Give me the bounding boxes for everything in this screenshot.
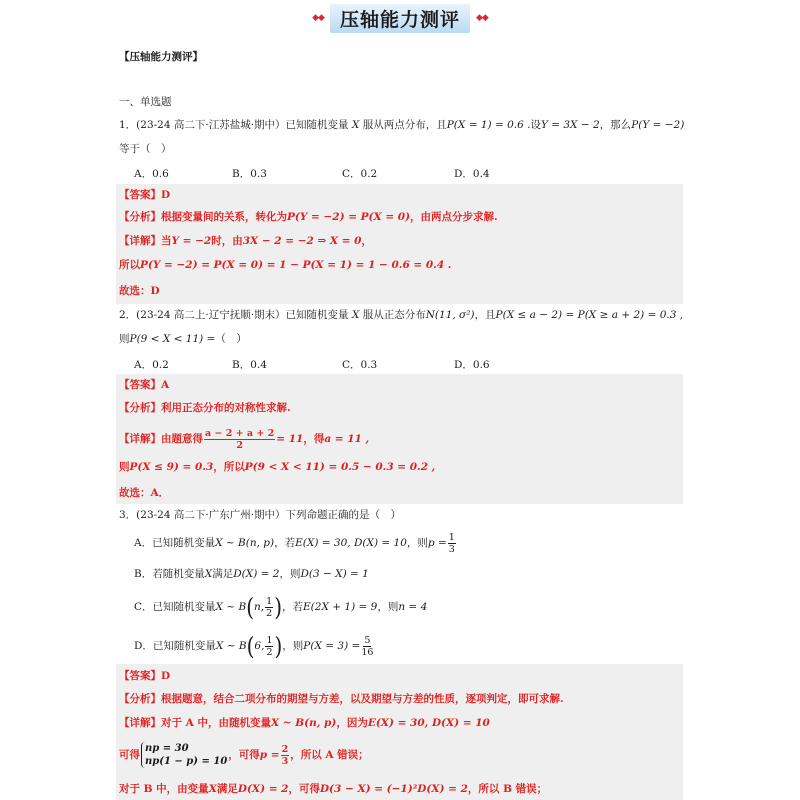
q3-detail-system: 可得 np = 30 np(1 − p) = 10 ，可得p = $\frac{2}{3}$ ，所以 A 错误；: [119, 743, 369, 767]
q1-detail-step: 所以P(Y = −2) = P(X = 0) = 1 − P(X = 1) = 1 − 0.6 = 0.4 .: [119, 259, 452, 271]
q2-answer: 【答案】A: [119, 379, 170, 391]
q3-stem: 3．(23-24 高二下·广东广州·期中）下列命题正确的是（ ）: [119, 509, 402, 521]
q2-conclusion: 故选：A．: [119, 487, 170, 499]
q3-solution-panel: [116, 664, 683, 800]
section-heading: 一、单选题: [119, 96, 172, 108]
diamond-deco-icon: ◆◆: [312, 13, 324, 23]
q2-stem-line2: 则P(9 < X < 11) =（ ）: [119, 333, 247, 345]
q3-answer: 【答案】D: [119, 670, 171, 682]
q2-stem: 2．(23-24 高二上·辽宁抚顺·期末）已知随机变量 X 服从正态分布N(11, σ²)，且P(X ≤ a − 2) = P(X ≥ a + 2) = 0.3 ,: [119, 309, 684, 321]
q2-detail: 【详解】由题意得 $\frac{a - 2 + a + 2}{2}$ = 11，得a = 11 ,: [119, 427, 370, 451]
q1-analysis: 【分析】根据变量间的关系，转化为P(Y = −2) = P(X = 0)，由两点分步求解.: [119, 211, 498, 223]
q1-option-b[interactable]: B．0.3: [232, 168, 267, 180]
q2-analysis: 【分析】利用正态分布的对称性求解.: [119, 402, 291, 414]
section-tag: 【压轴能力测评】: [119, 51, 203, 63]
q2-option-b[interactable]: B．0.4: [232, 359, 267, 371]
q3-option-c[interactable]: C．已知随机变量X ~ B(n, $\frac{1}{2}$ )，若E(2X + 1) = 9，则n = 4: [134, 592, 428, 622]
diamond-deco-icon: ◆◆: [476, 13, 488, 23]
q3-option-b[interactable]: B．若随机变量X满足D(X) = 2，则D(3 − X) = 1: [134, 568, 369, 580]
q1-option-d[interactable]: D．0.4: [454, 168, 490, 180]
q3-detail-b: 对于 B 中，由变量X满足D(X) = 2，可得D(3 − X) = (−1)²D(X) = 2，所以 B 错误；: [119, 783, 548, 795]
q1-answer: 【答案】D: [119, 189, 171, 201]
q3-option-d[interactable]: D．已知随机变量X ~ B(6, $\frac{1}{2}$ )，则P(X = 3) = $\frac{5}{16}$: [134, 631, 374, 661]
q1-conclusion: 故选：D: [119, 285, 160, 297]
q1-option-a[interactable]: A．0.6: [134, 168, 169, 180]
q2-option-a[interactable]: A．0.2: [134, 359, 169, 371]
page-banner: [0, 6, 800, 30]
q3-option-a[interactable]: A．已知随机变量X ~ B(n, p)，若E(X) = 30, D(X) = 10，则p = $\frac{1}{3}$: [134, 531, 455, 555]
banner-title: 压轴能力测评: [330, 4, 470, 33]
q3-analysis: 【分析】根据题意，结合二项分布的期望与方差，以及期望与方差的性质，逐项判定，即可求解.: [119, 693, 564, 705]
q2-option-c[interactable]: C．0.3: [342, 359, 378, 371]
q2-detail-step: 则P(X ≤ 9) = 0.3，所以P(9 < X < 11) = 0.5 − 0.3 = 0.2 ,: [119, 461, 436, 473]
q1-option-c[interactable]: C．0.2: [342, 168, 378, 180]
q1-stem: 1．(23-24 高二下·江苏盐城·期中）已知随机变量 X 服从两点分布，且P(X = 1) = 0.6 .设Y = 3X − 2，那么P(Y = −2): [119, 119, 685, 131]
q2-option-d[interactable]: D．0.6: [454, 359, 490, 371]
q1-detail: 【详解】当Y = −2时，由3X − 2 = −2 ⇒ X = 0，: [119, 235, 372, 247]
q1-stem-tail: 等于（ ）: [119, 143, 172, 155]
q3-detail: 【详解】对于 A 中，由随机变量X ~ B(n, p)，因为E(X) = 30, D(X) = 10: [119, 717, 490, 729]
